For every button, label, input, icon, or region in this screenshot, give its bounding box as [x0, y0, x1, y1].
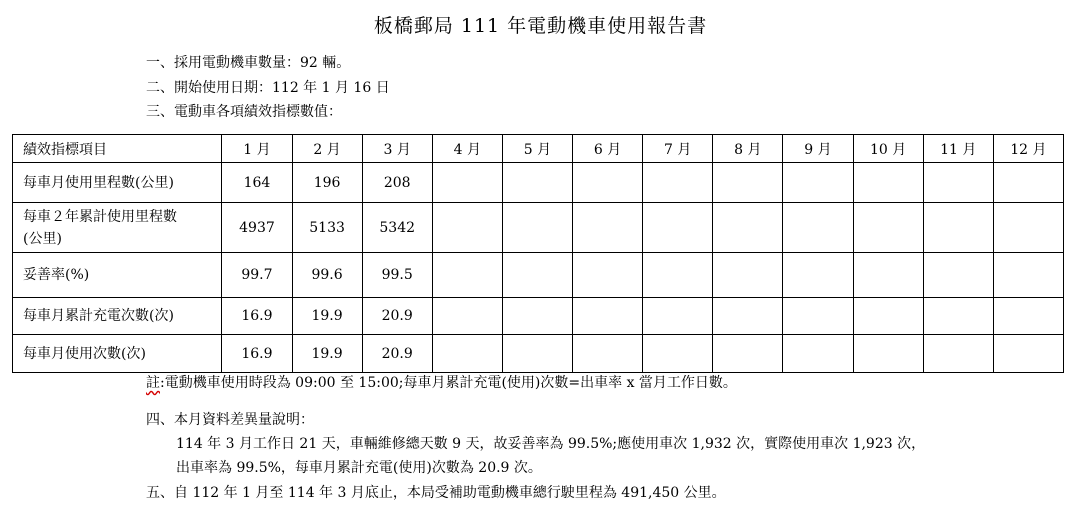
table-cell [783, 253, 853, 298]
table-cell: 19.9 [292, 335, 362, 373]
table-cell [993, 203, 1063, 253]
table-cell [573, 298, 643, 335]
table-cell: 20.9 [362, 298, 432, 335]
table-cell [853, 298, 923, 335]
table-cell [853, 253, 923, 298]
table-cell [783, 163, 853, 203]
kpi-table [12, 134, 1064, 373]
note-text: :電動機車使用時段為 09:00 至 15:00;每車月累計充電(使用)次數=出車率 x 當月工作日數。 [160, 375, 737, 391]
table-cell [923, 163, 993, 203]
header-cell-item: 績效指標項目 [13, 135, 222, 163]
note-mark: 註 [146, 375, 160, 391]
table-row [13, 335, 1064, 373]
table-cell: 99.6 [292, 253, 362, 298]
page-title: 板橋郵局 111 年電動機車使用報告書 [373, 15, 708, 37]
table-cell [432, 298, 502, 335]
table-cell: 16.9 [222, 298, 292, 335]
table-cell [713, 253, 783, 298]
row-label [13, 203, 222, 253]
table-cell [432, 253, 502, 298]
table-cell: 16.9 [222, 335, 292, 373]
table-cell: 4937 [222, 203, 292, 253]
header-cell-month: 12 月 [993, 135, 1063, 163]
item-kpi-heading: 三、電動車各項績效指標數值： [146, 104, 342, 120]
table-cell: 5342 [362, 203, 432, 253]
table-cell [993, 163, 1063, 203]
table-cell [713, 163, 783, 203]
table-cell [643, 163, 713, 203]
table-cell [783, 298, 853, 335]
table-cell [573, 203, 643, 253]
item-variance-heading: 四、本月資料差異量說明： [146, 412, 314, 428]
table-cell [432, 335, 502, 373]
table-cell [993, 253, 1063, 298]
table-row [13, 203, 1064, 253]
row-label-line: 每車２年累計使用里程數 [23, 208, 177, 225]
table-cell [643, 203, 713, 253]
header-cell-month: 11 月 [923, 135, 993, 163]
item-start-date: 二、開始使用日期：112 年 1 月 16 日 [146, 80, 390, 96]
table-cell [502, 335, 572, 373]
item-total-mileage: 五、自 112 年 1 月至 114 年 3 月底止，本局受補助電動機車總行駛里程為 491,450 公里。 [146, 485, 726, 501]
header-cell-month: 5 月 [502, 135, 572, 163]
table-cell [643, 253, 713, 298]
header-cell-month: 1 月 [222, 135, 292, 163]
table-cell [923, 203, 993, 253]
table-cell [993, 298, 1063, 335]
table-cell [923, 335, 993, 373]
item-variance-text: 出車率為 99.5%，每車月累計充電(使用)次數為 20.9 次。 [176, 460, 542, 476]
header-cell-month: 6 月 [573, 135, 643, 163]
table-cell: 99.7 [222, 253, 292, 298]
table-cell: 20.9 [362, 335, 432, 373]
table-cell [432, 203, 502, 253]
table-cell: 208 [362, 163, 432, 203]
table-cell [573, 335, 643, 373]
table-cell [502, 253, 572, 298]
item-variance-text: 114 年 3 月工作日 21 天，車輛維修總天數 9 天，故妥善率為 99.5%;應使用車次 1,932 次，實際使用車次 1,923 次， [176, 436, 926, 452]
header-cell-month: 3 月 [362, 135, 432, 163]
table-cell [573, 253, 643, 298]
table-cell [923, 298, 993, 335]
table-header-row [13, 135, 1064, 163]
table-cell: 196 [292, 163, 362, 203]
table-row [13, 163, 1064, 203]
header-cell-month: 9 月 [783, 135, 853, 163]
table-cell [643, 298, 713, 335]
table-row [13, 253, 1064, 298]
table-cell: 5133 [292, 203, 362, 253]
table-cell [713, 335, 783, 373]
header-cell-month: 4 月 [432, 135, 502, 163]
table-cell [993, 335, 1063, 373]
table-cell [783, 203, 853, 253]
table-cell [432, 163, 502, 203]
row-label-line: (公里) [23, 230, 62, 247]
row-label: 妥善率(%) [13, 253, 222, 298]
table-cell: 19.9 [292, 298, 362, 335]
header-cell-month: 7 月 [643, 135, 713, 163]
table-cell [853, 163, 923, 203]
item-vehicle-count: 一、採用電動機車數量：92 輛。 [146, 55, 351, 71]
header-cell-month: 2 月 [292, 135, 362, 163]
table-cell [713, 298, 783, 335]
header-cell-month: 8 月 [713, 135, 783, 163]
table-cell: 164 [222, 163, 292, 203]
table-cell [853, 203, 923, 253]
row-label: 每車月使用里程數(公里) [13, 163, 222, 203]
table-cell [502, 298, 572, 335]
table-note [146, 373, 737, 393]
table-cell [573, 163, 643, 203]
table-cell [502, 203, 572, 253]
header-cell-month: 10 月 [853, 135, 923, 163]
table-cell [502, 163, 572, 203]
table-cell [853, 335, 923, 373]
row-label: 每車月累計充電次數(次) [13, 298, 222, 335]
table-cell [713, 203, 783, 253]
table-cell: 99.5 [362, 253, 432, 298]
table-cell [783, 335, 853, 373]
row-label: 每車月使用次數(次) [13, 335, 222, 373]
table-cell [923, 253, 993, 298]
table-cell [643, 335, 713, 373]
table-row [13, 298, 1064, 335]
